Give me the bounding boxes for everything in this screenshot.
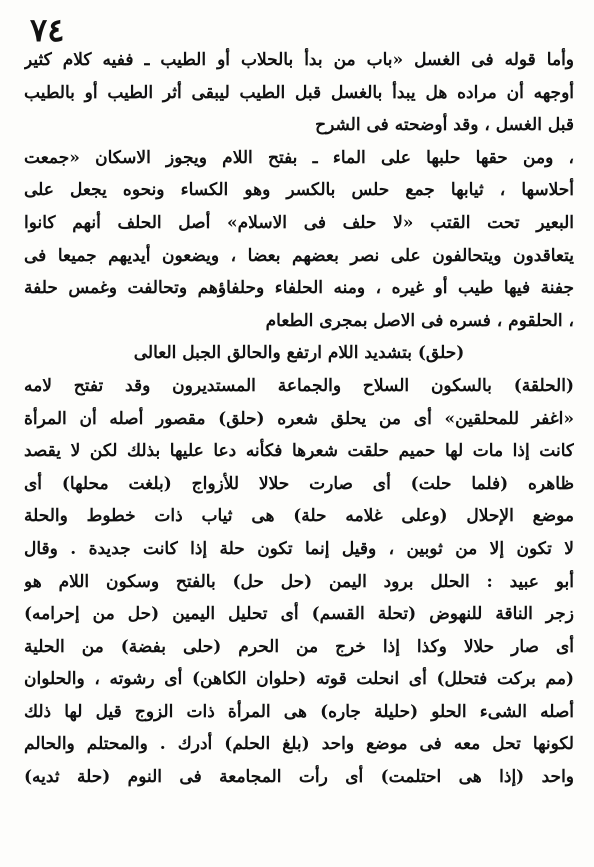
- text-line: (مم بركت فتحلل) أى انحلت قوته (حلوان الكاهن) أى رشوته ، والحلوان: [24, 669, 574, 690]
- text-line: واحد (إذا هى احتلمت) أى رأت المجامعة فى النوم (حلة ثديه): [24, 767, 574, 788]
- text-line: موضع الإحلال (وعلى غلامه حلة) هى ثياب ذات خطوط والحلة: [24, 506, 574, 527]
- text-line: ظاهره (فلما حلت) أى صارت حلالا للأزواج (بلغت محلها) أى: [24, 473, 574, 494]
- text-line: (الحلقة) بالسكون السلاح والجماعة المستديرون وقد تفتح لامه: [24, 375, 574, 396]
- text-line: زجر الناقة للنهوض (تحلة القسم) أى تحليل اليمين (حل من إحرامه): [24, 604, 574, 625]
- text-line: أحلاسها ، ثيابها جمع حلس بالكسر وهو الكساء ونحوه يجعل على: [24, 180, 574, 201]
- text-line: ، ومن حقها حلبها على الماء ـ بفتح اللام ويجوز الاسكان «جمعت: [24, 147, 574, 168]
- text-line: وأما قوله فى الغسل «باب من بدأ بالحلاب أو الطيب ـ ففيه كلام كثير: [24, 50, 574, 70]
- text-line: (حلق) بتشديد اللام ارتفع والحالق الجبل العالى: [133, 343, 465, 364]
- text-line: أصله الشىء الحلو (حليلة جاره) هى المرأة ذات الزوج قيل لها ذلك: [24, 701, 574, 722]
- text-line: أى صار حلالا وكذا إذا خرج من الحرم (حلى بفضة) من الحلية: [24, 636, 574, 657]
- text-line: أوجهه أن مراده هل يبدأ بالغسل قبل الطيب ليبقى أثر الطيب أو بالطيب: [24, 82, 574, 103]
- page-number: ٧٤: [30, 11, 65, 49]
- text-line: يتعاقدون ويتحالفون على نصر بعضهم بعضا ، ويضعون أيديهم جميعا فى: [24, 245, 574, 266]
- text-line: لكونها تحل معه فى موضع واحد (بلغ الحلم) أدرك . والمحتلم والحالم: [24, 734, 574, 755]
- text-line: جفنة فيها طيب أو غيره ، ومنه الحلفاء وحلفاؤهم وتحالفت وغمس حلفة: [24, 278, 574, 299]
- text-line: كانت إذا مات لها حميم حلقت شعرها فكأنه دعا عليها بذلك لكن لا يقصد: [24, 441, 574, 462]
- text-line: «اغفر للمحلقين» أى من يحلق شعره (حلق) مقصور أصله أن المرأة: [24, 408, 574, 429]
- text-line: أبو عبيد : الحلل برود اليمن (حل حل) بالفتح وسكون اللام هو: [24, 571, 574, 592]
- text-line: قبل الغسل ، وقد أوضحته فى الشرح: [315, 115, 574, 136]
- text-line: البعير تحت القتب «لا حلف فى الاسلام» أصل الحلف أنهم كانوا: [24, 212, 574, 233]
- text-line: ، الحلقوم ، فسره فى الاصل بمجرى الطعام: [265, 310, 574, 331]
- text-line: لا تكون إلا من ثوبين ، وقيل إنما تكون حلة إذا كانت جديدة . وقال: [24, 538, 574, 559]
- text-body: [24, 44, 574, 794]
